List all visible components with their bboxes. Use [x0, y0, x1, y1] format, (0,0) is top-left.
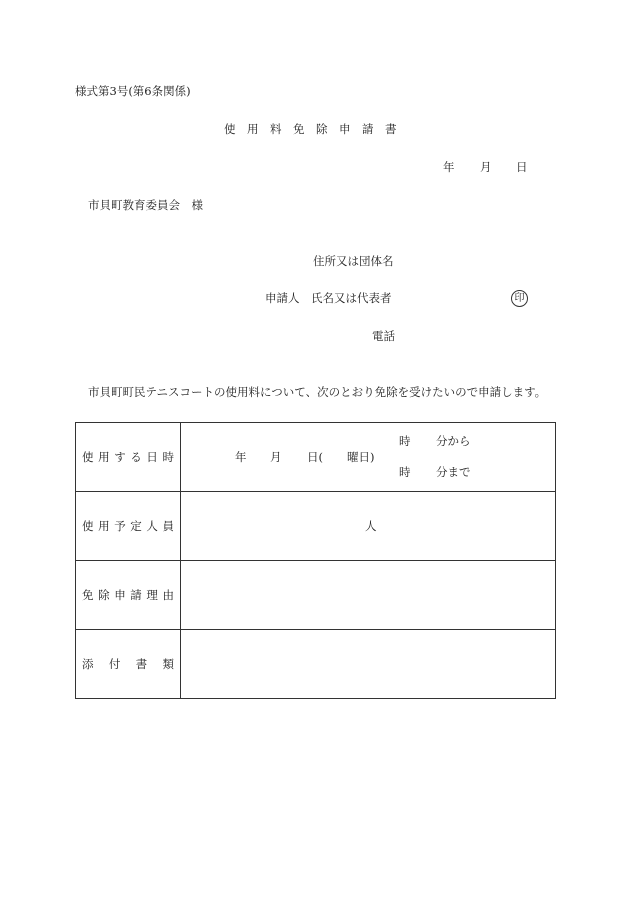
table-row	[76, 423, 556, 492]
start-hour-label: 時	[399, 434, 411, 448]
persons-unit-label: 人	[365, 519, 377, 533]
day-label: 日(	[307, 450, 323, 464]
table-row	[76, 561, 556, 630]
date-month-label: 月	[480, 160, 492, 174]
table-row	[76, 630, 556, 699]
table-row	[76, 492, 556, 561]
end-minute-label: 分まで	[436, 465, 471, 479]
start-minute-label: 分から	[436, 434, 471, 448]
usage-datetime-field[interactable]	[181, 423, 556, 492]
exemption-reason-label: 免除申請理由	[82, 588, 174, 602]
address-label: 住所又は団体名	[313, 254, 394, 268]
date-day-label: 日	[516, 160, 528, 174]
seal-mark: 印	[511, 290, 528, 307]
exemption-reason-field[interactable]	[181, 561, 556, 630]
form-number: 様式第3号(第6条関係)	[75, 84, 191, 98]
month-label: 月	[270, 450, 282, 464]
applicant-name-label: 申請人 氏名又は代表者	[265, 291, 392, 305]
usage-datetime-label: 使用する日時	[82, 450, 174, 464]
addressee: 市貝町教育委員会 様	[88, 198, 203, 212]
weekday-label: 曜日)	[347, 450, 375, 464]
expected-attendees-field[interactable]	[181, 492, 556, 561]
phone-label: 電話	[372, 329, 395, 343]
year-label: 年	[235, 450, 247, 464]
document-title: 使 用 料 免 除 申 請 書	[224, 122, 397, 136]
end-hour-label: 時	[399, 465, 411, 479]
request-statement: 市貝町町民テニスコートの使用料について、次のとおり免除を受けたいので申請します。	[88, 385, 547, 399]
application-table	[75, 422, 556, 699]
date-year-label: 年	[443, 160, 455, 174]
attachments-label: 添付書類	[82, 657, 174, 671]
expected-attendees-label: 使用予定人員	[82, 519, 174, 533]
attachments-field[interactable]	[181, 630, 556, 699]
